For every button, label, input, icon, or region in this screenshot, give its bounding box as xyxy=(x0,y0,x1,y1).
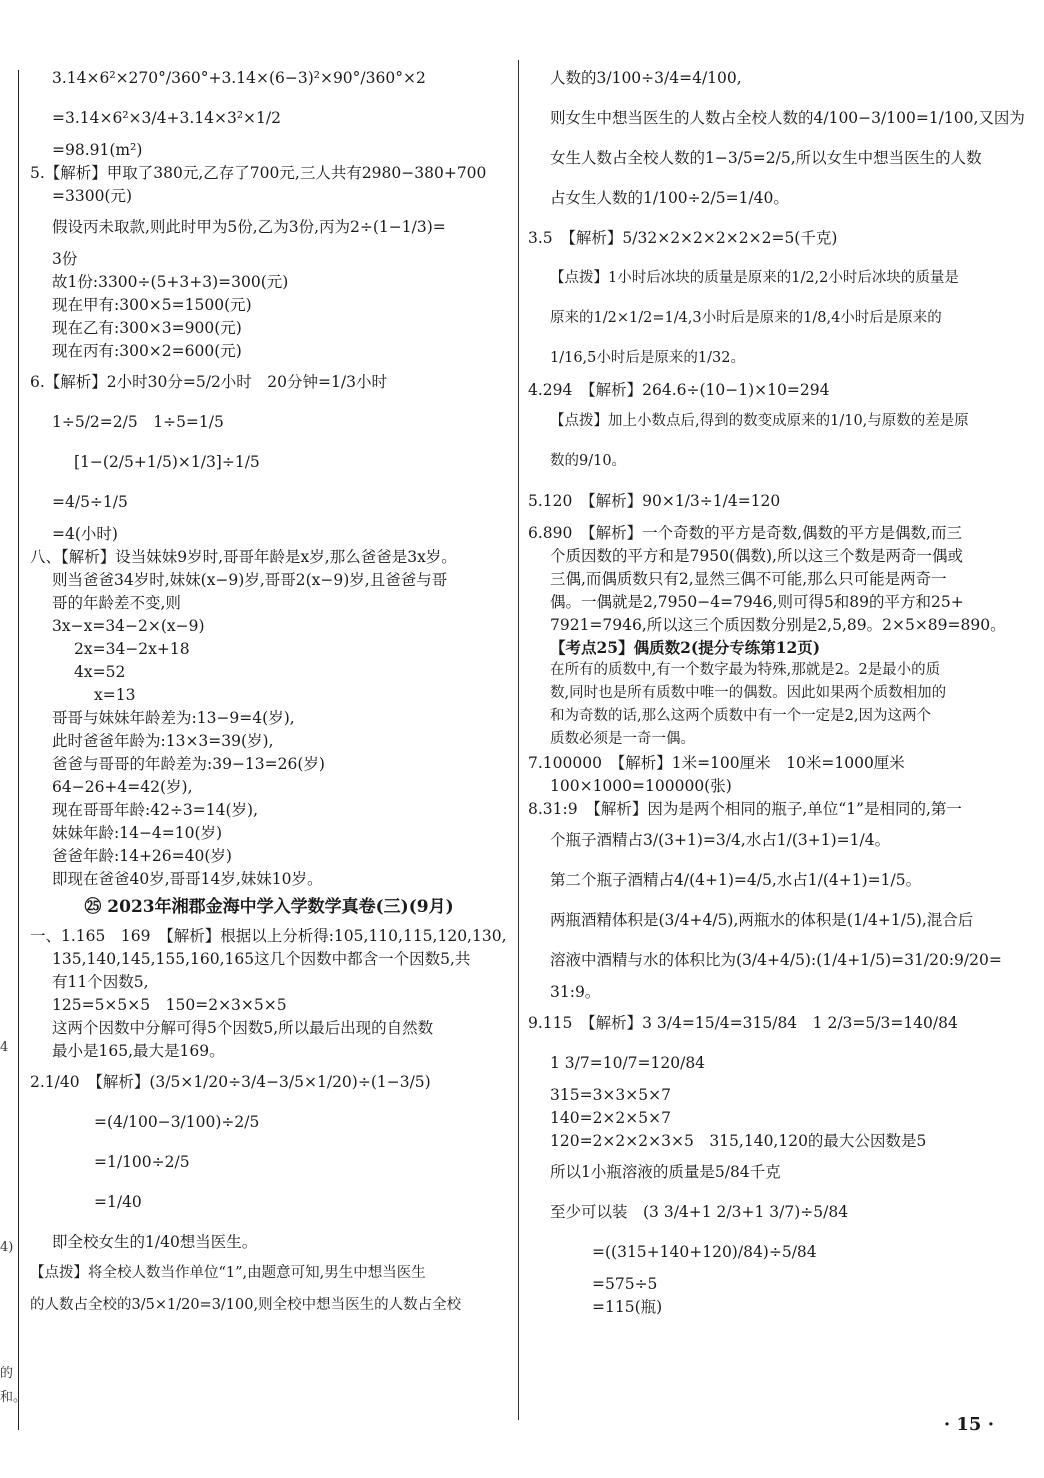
text-line: 3.14×6²×270°/360°+3.14×(6−3)²×90°/360°×2 xyxy=(52,68,426,87)
text-line: 现在甲有:300×5=1500(元) xyxy=(52,296,252,314)
text-line: 7.100000 【解析】1米=100厘米 10米=1000厘米 xyxy=(528,754,905,772)
text-line: 在所有的质数中,有一个数字最为特殊,那就是2。2是最小的质 xyxy=(550,662,941,678)
text-line: x=13 xyxy=(94,686,136,704)
text-line: 有11个因数5, xyxy=(52,973,149,991)
text-line: 一、1.165 169 【解析】根据以上分析得:105,110,115,120,130, xyxy=(30,927,507,945)
text-line: 5.120 【解析】90×1/3÷1/4=120 xyxy=(528,491,781,510)
text-line: 9.115 【解析】3 3/4=15/4=315/84 1 2/3=5/3=140/84 xyxy=(528,1013,958,1032)
text-line: 140=2×2×5×7 xyxy=(550,1109,671,1127)
text-line: [1−(2/5+1/5)×1/3]÷1/5 xyxy=(74,452,260,471)
text-line: 【点拨】将全校人数当作单位“1”,由题意可知,男生中想当医生 xyxy=(30,1265,426,1281)
edge-fragment: 和。 xyxy=(0,1390,27,1405)
text-line: 5.【解析】甲取了380元,乙存了700元,三人共有2980−380+700 xyxy=(30,164,487,182)
text-line: 人数的3/100÷3/4=4/100, xyxy=(550,68,742,87)
text-line: 哥哥与妹妹年龄差为:13−9=4(岁), xyxy=(52,709,295,727)
text-line: 8.31:9 【解析】因为是两个相同的瓶子,单位“1”是相同的,第一 xyxy=(528,800,962,818)
text-line: =3.14×6²×3/4+3.14×3²×1/2 xyxy=(52,108,281,127)
text-line: 64−26+4=42(岁), xyxy=(52,778,193,796)
text-line: 7921=7946,所以这三个质因数分别是2,5,89。2×5×89=890。 xyxy=(550,616,1006,634)
text-line: 6.890 【解析】一个奇数的平方是奇数,偶数的平方是偶数,而三 xyxy=(528,524,962,542)
edge-fragment: 的 xyxy=(0,1366,14,1381)
text-line: 现在乙有:300×3=900(元) xyxy=(52,319,242,337)
text-line: 数的9/10。 xyxy=(550,452,627,469)
text-line: 此时爸爸年龄为:13×3=39(岁), xyxy=(52,732,274,750)
text-line: 【考点25】偶质数2(提分专练第12页) xyxy=(550,638,821,657)
text-line: 即现在爸爸40岁,哥哥14岁,妹妹10岁。 xyxy=(52,870,323,888)
text-line: =98.91(m²) xyxy=(52,141,143,159)
text-line: 的人数占全校的3/5×1/20=3/100,则全校中想当医生的人数占全校 xyxy=(30,1296,462,1313)
text-line: 则女生中想当医生的人数占全校人数的4/100−3/100=1/100,又因为 xyxy=(550,108,1025,127)
left-column xyxy=(30,58,508,1325)
text-line: 和为奇数的话,那么这两个质数中有一个一定是2,因为这两个 xyxy=(550,708,931,724)
text-line: =4/5÷1/5 xyxy=(52,492,128,511)
text-line: 哥的年龄差不变,则 xyxy=(52,594,181,612)
text-line: 1 3/7=10/7=120/84 xyxy=(550,1053,706,1072)
text-line: 4x=52 xyxy=(74,663,126,681)
text-line: 最小是165,最大是169。 xyxy=(52,1042,225,1060)
text-line: 质数必须是一奇一偶。 xyxy=(550,731,695,747)
text-line: 现在哥哥年龄:42÷3=14(岁), xyxy=(52,801,259,819)
text-line: 1/16,5小时后是原来的1/32。 xyxy=(550,349,745,366)
section-title: ㉕ 2023年湘郡金海中学入学数学真卷(三)(9月) xyxy=(84,897,454,917)
text-line: 3.5 【解析】5/32×2×2×2×2×2=5(千克) xyxy=(528,228,838,247)
text-line: =3300(元) xyxy=(52,187,133,205)
edge-fragment: 4 xyxy=(0,1040,9,1055)
text-line: 占女生人数的1/100÷2/5=1/40。 xyxy=(550,188,789,207)
text-line: 八、【解析】设当妹妹9岁时,哥哥年龄是x岁,那么爸爸是3x岁。 xyxy=(30,548,457,566)
text-line: 两瓶酒精体积是(3/4+4/5),两瓶水的体积是(1/4+1/5),混合后 xyxy=(550,910,974,929)
text-line: 3份 xyxy=(52,250,78,268)
text-line: =115(瓶) xyxy=(592,1298,663,1316)
text-line: 现在丙有:300×2=600(元) xyxy=(52,342,242,360)
text-line: 100×1000=100000(张) xyxy=(550,777,732,795)
edge-fragment: 4) xyxy=(0,1240,14,1255)
text-line: 三偶,而偶质数只有2,显然三偶不可能,那么只可能是两奇一 xyxy=(550,570,947,588)
text-line: 即全校女生的1/40想当医生。 xyxy=(52,1232,258,1251)
text-line: 个瓶子酒精占3/(3+1)=3/4,水占1/(3+1)=1/4。 xyxy=(550,830,891,849)
text-line: 数,同时也是所有质数中唯一的偶数。因此如果两个质数相加的 xyxy=(550,685,947,701)
text-line: =(4/100−3/100)÷2/5 xyxy=(94,1112,260,1131)
text-line: 爸爸年龄:14+26=40(岁) xyxy=(52,847,232,865)
text-line: 爸爸与哥哥的年龄差为:39−13=26(岁) xyxy=(52,755,325,773)
text-line: 120=2×2×2×3×5 315,140,120的最大公因数是5 xyxy=(550,1132,927,1150)
text-line: 31:9。 xyxy=(550,983,601,1001)
text-line: 妹妹年龄:14−4=10(岁) xyxy=(52,824,223,842)
text-line: 故1份:3300÷(5+3+3)=300(元) xyxy=(52,273,289,291)
text-line: =4(小时) xyxy=(52,525,118,543)
right-column xyxy=(528,58,1025,1318)
text-line: =1/100÷2/5 xyxy=(94,1152,190,1171)
text-line: 偶。一偶就是2,7950−4=7946,则可得5和89的平方和25+ xyxy=(550,593,964,611)
page-number: · 15 · xyxy=(943,1414,994,1435)
text-line: 2.1/40 【解析】(3/5×1/20÷3/4−3/5×1/20)÷(1−3/5) xyxy=(30,1072,431,1091)
text-line: =1/40 xyxy=(94,1192,142,1211)
text-line: 4.294 【解析】264.6÷(10−1)×10=294 xyxy=(528,381,830,399)
text-line: 女生人数占全校人数的1−3/5=2/5,所以女生中想当医生的人数 xyxy=(550,148,982,167)
text-line: 315=3×3×5×7 xyxy=(550,1086,671,1104)
text-line: 3x−x=34−2×(x−9) xyxy=(52,617,205,635)
text-line: 1÷5/2=2/5 1÷5=1/5 xyxy=(52,412,224,431)
text-line: 至少可以装 (3 3/4+1 2/3+1 3/7)÷5/84 xyxy=(550,1202,849,1221)
text-line: 这两个因数中分解可得5个因数5,所以最后出现的自然数 xyxy=(52,1019,434,1037)
text-line: =575÷5 xyxy=(592,1275,658,1293)
text-line: 则当爸爸34岁时,妹妹(x−9)岁,哥哥2(x−9)岁,且爸爸与哥 xyxy=(52,571,448,589)
binding-edge-line xyxy=(18,70,19,1430)
text-line: 假设丙未取款,则此时甲为5份,乙为3份,丙为2÷(1−1/3)= xyxy=(52,217,446,236)
text-line: 溶液中酒精与水的体积比为(3/4+4/5):(1/4+1/5)=31/20:9/20= xyxy=(550,950,1002,969)
text-line: 125=5×5×5 150=2×3×5×5 xyxy=(52,996,287,1014)
text-line: 第二个瓶子酒精占4/(4+1)=4/5,水占1/(4+1)=1/5。 xyxy=(550,870,922,889)
text-line: 2x=34−2x+18 xyxy=(74,640,190,658)
text-line: 6.【解析】2小时30分=5/2小时 20分钟=1/3小时 xyxy=(30,372,387,391)
column-divider xyxy=(518,60,519,1420)
text-line: 原来的1/2×1/2=1/4,3小时后是原来的1/8,4小时后是原来的 xyxy=(550,309,942,326)
text-line: =((315+140+120)/84)÷5/84 xyxy=(592,1242,817,1261)
text-line: 个质因数的平方和是7950(偶数),所以这三个数是两奇一偶或 xyxy=(550,547,963,565)
text-line: 所以1小瓶溶液的质量是5/84千克 xyxy=(550,1162,781,1181)
text-line: 135,140,145,155,160,165这几个因数中都含一个因数5,共 xyxy=(52,950,471,968)
text-line: 【点拨】1小时后冰块的质量是原来的1/2,2小时后冰块的质量是 xyxy=(550,269,959,286)
text-line: 【点拨】加上小数点后,得到的数变成原来的1/10,与原数的差是原 xyxy=(550,412,969,429)
